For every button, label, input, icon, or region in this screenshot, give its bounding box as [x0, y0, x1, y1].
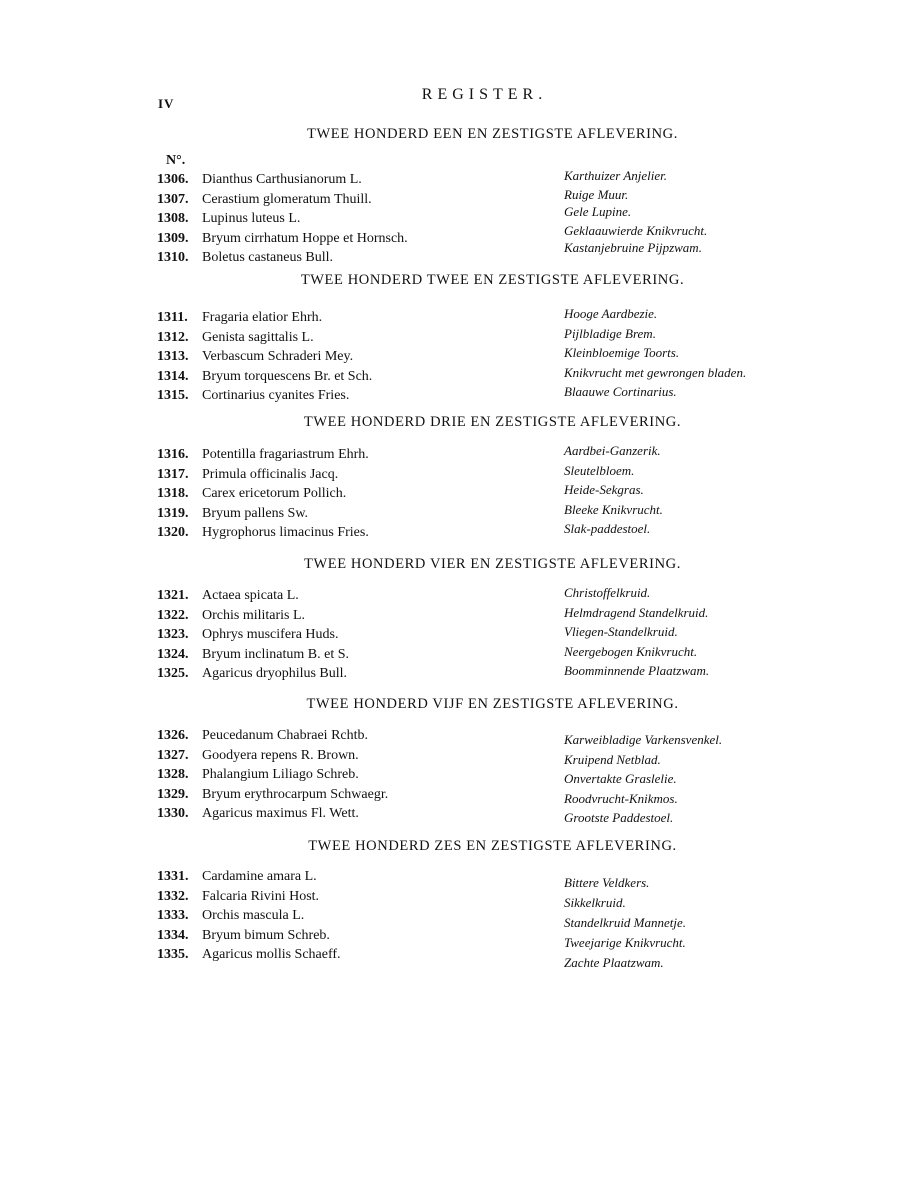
section-title: TWEE HONDERD VIJF EN ZESTIGSTE AFLEVERING.: [306, 696, 679, 712]
latin-name: Bryum cirrhatum Hoppe et Hornsch.: [202, 230, 408, 246]
dutch-name: Helmdragend Standelkruid.: [564, 604, 709, 620]
dutch-name: Kleinbloemige Toorts.: [564, 345, 680, 360]
register-entry: [0, 222, 909, 251]
register-entry: [0, 325, 909, 350]
entry-number: 1312.: [157, 329, 189, 345]
latin-name: Bryum pallens Sw.: [202, 505, 309, 521]
entry-number: 1318.: [157, 486, 189, 501]
register-entry: [0, 728, 909, 748]
latin-name: Falcaria Rivini Host.: [202, 888, 320, 904]
register-entry: [0, 443, 909, 467]
register-entry: [0, 767, 909, 787]
latin-name: Orchis mascula L.: [202, 908, 305, 923]
page-number: IV: [158, 96, 175, 111]
entry-number: 1322.: [157, 607, 189, 623]
latin-name: Hygrophorus limacinus Fries.: [202, 525, 369, 540]
entry-number: 1334.: [157, 927, 189, 943]
dutch-name: Geklaauwierde Knikvrucht.: [564, 222, 708, 238]
entry-number: 1308.: [157, 211, 189, 226]
latin-name: Bryum bimum Schreb.: [202, 927, 330, 943]
dutch-name: Bittere Veldkers.: [564, 875, 650, 890]
latin-name: Actaea spicata L.: [202, 588, 299, 603]
dutch-name: Tweejarige Knikvrucht.: [564, 934, 686, 950]
register-entry: [0, 585, 909, 608]
entry-number: 1317.: [157, 466, 189, 482]
latin-name: Agaricus maximus Fl. Wett.: [202, 806, 359, 821]
entry-number: 1323.: [157, 627, 189, 642]
latin-name: Bryum erythrocarpum Schwaegr.: [202, 786, 389, 802]
dutch-name: Christoffelkruid.: [564, 585, 651, 600]
register-entry: [0, 482, 909, 506]
latin-name: Genista sagittalis L.: [202, 329, 314, 345]
entry-number: 1316.: [157, 447, 189, 462]
register-entry: [0, 240, 909, 270]
dutch-name: Kastanjebruine Pijpzwam.: [564, 240, 702, 255]
latin-name: Agaricus dryophilus Bull.: [202, 666, 348, 681]
dutch-name: Vliegen-Standelkruid.: [564, 624, 678, 639]
entry-number: 1328.: [157, 767, 189, 782]
section-title: TWEE HONDERD ZES EN ZESTIGSTE AFLEVERING.: [308, 838, 677, 854]
latin-name: Cortinarius cyanites Fries.: [202, 388, 350, 403]
register-entry: [0, 462, 909, 487]
entry-number: 1325.: [157, 666, 189, 681]
register-entry: [0, 643, 909, 667]
dutch-name: Neergebogen Knikvrucht.: [564, 643, 698, 659]
dutch-name: Kruipend Netblad.: [564, 751, 661, 767]
register-entry: [0, 604, 909, 628]
register-entry: [0, 306, 909, 330]
dutch-name: Zachte Plaatzwam.: [564, 955, 664, 970]
dutch-name: Onvertakte Graslelie.: [564, 771, 677, 786]
latin-name: Dianthus Carthusianorum L.: [202, 172, 362, 187]
latin-name: Verbascum Schraderi Mey.: [202, 349, 354, 364]
entry-number: 1335.: [157, 947, 189, 962]
entry-number: 1321.: [157, 588, 189, 603]
entry-number: 1311.: [157, 310, 188, 325]
register-entry: [0, 384, 909, 408]
dutch-name: Karthuizer Anjelier.: [564, 168, 668, 183]
dutch-name: Standelkruid Mannetje.: [564, 915, 687, 930]
register-entry: [0, 364, 909, 389]
dutch-name: Grootste Paddestoel.: [564, 810, 674, 825]
register-entry: [0, 947, 909, 970]
latin-name: Potentilla fragariastrum Ehrh.: [202, 447, 369, 462]
register-entry: [0, 806, 909, 826]
register-entry: [0, 204, 909, 231]
dutch-name: Blaauwe Cortinarius.: [564, 384, 677, 399]
register-entry: [0, 624, 909, 647]
latin-name: Carex ericetorum Pollich.: [202, 486, 347, 501]
register-entry: [0, 928, 909, 948]
register-entry: [0, 663, 909, 686]
latin-name: Lupinus luteus L.: [202, 211, 301, 226]
latin-name: Cardamine amara L.: [202, 869, 317, 884]
section-title: TWEE HONDERD EEN EN ZESTIGSTE AFLEVERING.: [307, 126, 678, 142]
entry-number: 1310.: [157, 250, 189, 265]
entry-number: 1314.: [157, 368, 189, 384]
register-entry: [0, 787, 909, 807]
register-entry: [0, 501, 909, 526]
number-column-label: N°.: [166, 153, 186, 168]
dutch-name: Karweibladige Varkensvenkel.: [564, 732, 723, 747]
dutch-name: Knikvrucht met gewrongen bladen.: [564, 364, 747, 380]
latin-name: Primula officinalis Jacq.: [202, 466, 339, 482]
entry-number: 1326.: [157, 728, 189, 743]
latin-name: Bryum torquescens Br. et Sch.: [202, 368, 373, 384]
dutch-name: Bleeke Knikvrucht.: [564, 501, 663, 517]
register-entry: [0, 168, 909, 192]
entry-number: 1313.: [157, 349, 189, 364]
latin-name: Boletus castaneus Bull.: [202, 250, 334, 265]
register-entry: [0, 748, 909, 768]
dutch-name: Hooge Aardbezie.: [564, 306, 658, 321]
latin-name: Goodyera repens R. Brown.: [202, 747, 359, 763]
register-entry: [0, 345, 909, 369]
entry-number: 1332.: [157, 888, 189, 904]
dutch-name: Roodvrucht-Knikmos.: [564, 790, 678, 806]
register-entry: [0, 869, 909, 889]
latin-name: Ophrys muscifera Huds.: [202, 627, 339, 642]
latin-name: Phalangium Liliago Schreb.: [202, 767, 359, 782]
entry-number: 1306.: [157, 172, 189, 187]
dutch-name: Heide-Sekgras.: [564, 482, 644, 497]
latin-name: Bryum inclinatum B. et S.: [202, 646, 349, 662]
latin-name: Peucedanum Chabraei Rchtb.: [202, 728, 369, 743]
entry-number: 1309.: [157, 230, 189, 246]
section-title: TWEE HONDERD TWEE EN ZESTIGSTE AFLEVERING.: [300, 272, 685, 288]
dutch-name: Gele Lupine.: [564, 204, 632, 219]
dutch-name: Ruige Muur.: [564, 186, 629, 202]
entry-number: 1319.: [157, 505, 189, 521]
section-title: TWEE HONDERD DRIE EN ZESTIGSTE AFLEVERING.: [303, 414, 682, 430]
dutch-name: Aardbei-Ganzerik.: [564, 443, 661, 458]
latin-name: Agaricus mollis Schaeff.: [202, 947, 341, 962]
entry-number: 1307.: [157, 191, 189, 207]
dutch-name: Sleutelbloem.: [564, 462, 635, 478]
entry-number: 1331.: [157, 869, 189, 884]
latin-name: Orchis militaris L.: [202, 607, 306, 623]
dutch-name: Pijlbladige Brem.: [564, 325, 656, 341]
register-entry: [0, 521, 909, 545]
entry-number: 1327.: [157, 747, 189, 763]
register-entry: [0, 908, 909, 928]
entry-number: 1324.: [157, 646, 189, 662]
dutch-name: Slak-paddestoel.: [564, 521, 651, 536]
entry-number: 1330.: [157, 806, 189, 821]
latin-name: Cerastium glomeratum Thuill.: [202, 191, 372, 207]
register-entry: [0, 889, 909, 909]
entry-number: 1320.: [157, 525, 189, 540]
latin-name: Fragaria elatior Ehrh.: [202, 310, 323, 325]
entry-number: 1333.: [157, 908, 189, 923]
dutch-name: Boomminnende Plaatzwam.: [564, 663, 710, 678]
entry-number: 1329.: [157, 786, 189, 802]
dutch-name: Sikkelkruid.: [564, 894, 626, 910]
section-title: TWEE HONDERD VIER EN ZESTIGSTE AFLEVERING.: [304, 556, 681, 572]
entry-number: 1315.: [157, 388, 189, 403]
register-entry: [0, 186, 909, 212]
running-head: REGISTER.: [421, 86, 548, 103]
